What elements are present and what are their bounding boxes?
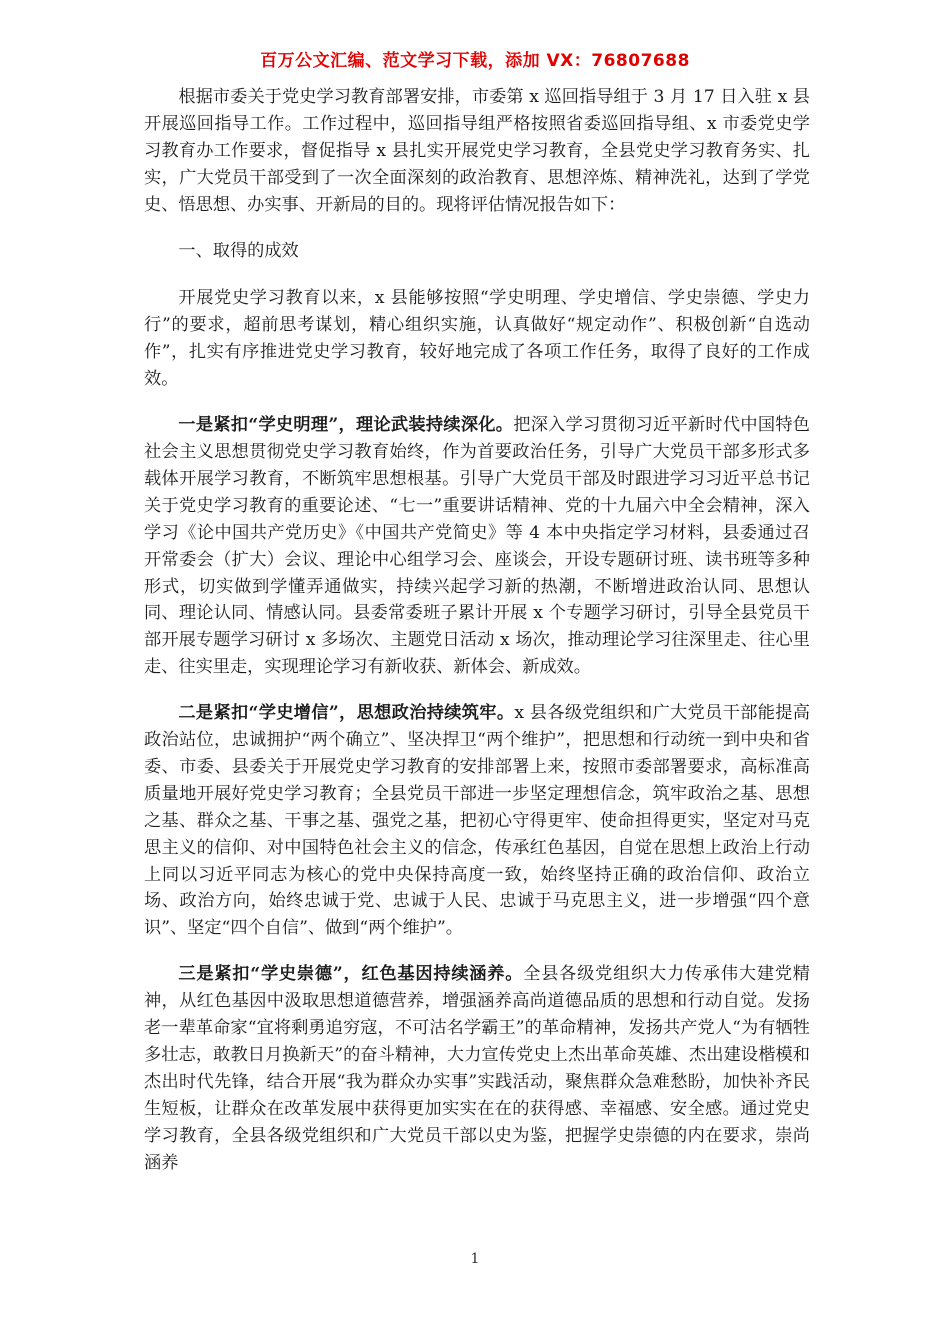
page-number: 1 (470, 1251, 480, 1267)
paragraph-text: 全县各级党组织大力传承伟大建党精神，从红色基因中汲取思想道德营养，增强涵养高尚道德品质的思想和行动自觉。发扬老一辈革命家“宜将剩勇追穷寇，不可沽名学霸王”的革命精神，发扬共产党人“为有牺牲多壮志，敢教日月换新天”的奋斗精神，大力宣传党史上杰出革命英雄、杰出建设楷模和杰出时代先锋，结合开展“我为群众办实事”实践活动，聚焦群众急难愁盼，加快补齐民生短板，让群众在改革发展中获得更加实实在在的获得感、幸福感、安全感。通过党史学习教育，全县各级党组织和广大党员干部以史为鉴，把握学史崇德的内在要求，崇尚涵养 (144, 964, 810, 1173)
promo-header: 百万公文汇编、范文学习下载，添加 VX：76807688 (260, 51, 690, 71)
paragraph-text: x 县各级党组织和广大党员干部能提高政治站位，忠诚拥护“两个确立”、坚决捍卫“两个维护”，把思想和行动统一到中央和省委、市委、县委关于开展党史学习教育的安排部署上来，按照市委部署要求，高标准高质量地开展好党史学习教育；全县党员干部进一步坚定理想信念，筑牢政治之基、思想之基、群众之基、干事之基、强党之基，把初心守得更牢、使命担得更实，坚定对马克思主义的信仰、对中国特色社会主义的信念，传承红色基因，自觉在思想上政治上行动上同以习近平同志为核心的党中央保持高度一致，始终坚持正确的政治信仰、政治立场、政治方向，始终忠诚于党、忠诚于人民、忠诚于马克思主义，进一步增强“四个意识”、坚定“四个自信”、做到“两个维护”。 (144, 703, 810, 939)
point-one-paragraph (144, 412, 810, 681)
point-three-paragraph (144, 961, 810, 1176)
paragraph-text: 根据市委关于党史学习教育部署安排，市委第 x 巡回指导组于 3 月 17 日入驻 x 县开展巡回指导工作。工作过程中，巡回指导组严格按照省委巡回指导组、x 市委党史学习教育办工作要求，督促指导 x 县扎实开展党史学习教育，全县党史学习教育务实、扎实，广大党员干部受到了一次全面深刻的政治教育、思想淬炼、精神洗礼，达到了学党史、悟思想、办实事、开新局的目的。现将评估情况报告如下： (144, 87, 810, 215)
section-heading-text: 一、取得的成效 (178, 240, 299, 261)
document-body (144, 84, 810, 1196)
section-heading (144, 238, 810, 265)
paragraph-text: 开展党史学习教育以来，x 县能够按照“学史明理、学史增信、学史崇德、学史力行”的要求，超前思考谋划，精心组织实施，认真做好“规定动作”、积极创新“自选动作”，扎实有序推进党史学习教育，较好地完成了各项工作任务，取得了良好的工作成效。 (144, 288, 810, 390)
paragraph-lead: 三是紧扣“学史崇德”，红色基因持续涵养。 (178, 964, 524, 985)
paragraph-text: 把深入学习贯彻习近平新时代中国特色社会主义思想贯彻党史学习教育始终，作为首要政治任务，引导广大党员干部多形式多载体开展学习教育，不断筑牢思想根基。引导广大党员干部及时跟进学习习近平总书记关于党史学习教育的重要论述、“七一”重要讲话精神、党的十九届六中全会精神，深入学习《论中国共产党历史》《中国共产党简史》等 4 本中央指定学习材料，县委通过召开常委会（扩大）会议、理论中心组学习会、座谈会，开设专题研讨班、读书班等多种形式，切实做到学懂弄通做实，持续兴起学习新的热潮，不断增进政治认同、思想认同、理论认同、情感认同。县委常委班子累计开展 x 个专题学习研讨，引导全县党员干部开展专题学习研讨 x 多场次、主题党日活动 x 场次，推动理论学习往深里走、往心里走、往实里走，实现理论学习有新收获、新体会、新成效。 (144, 415, 810, 678)
point-two-paragraph (144, 700, 810, 942)
paragraph-lead: 一是紧扣“学史明理”，理论武装持续深化。 (178, 415, 514, 436)
summary-paragraph (144, 285, 810, 393)
intro-paragraph (144, 84, 810, 219)
paragraph-lead: 二是紧扣“学史增信”，思想政治持续筑牢。 (178, 703, 515, 724)
